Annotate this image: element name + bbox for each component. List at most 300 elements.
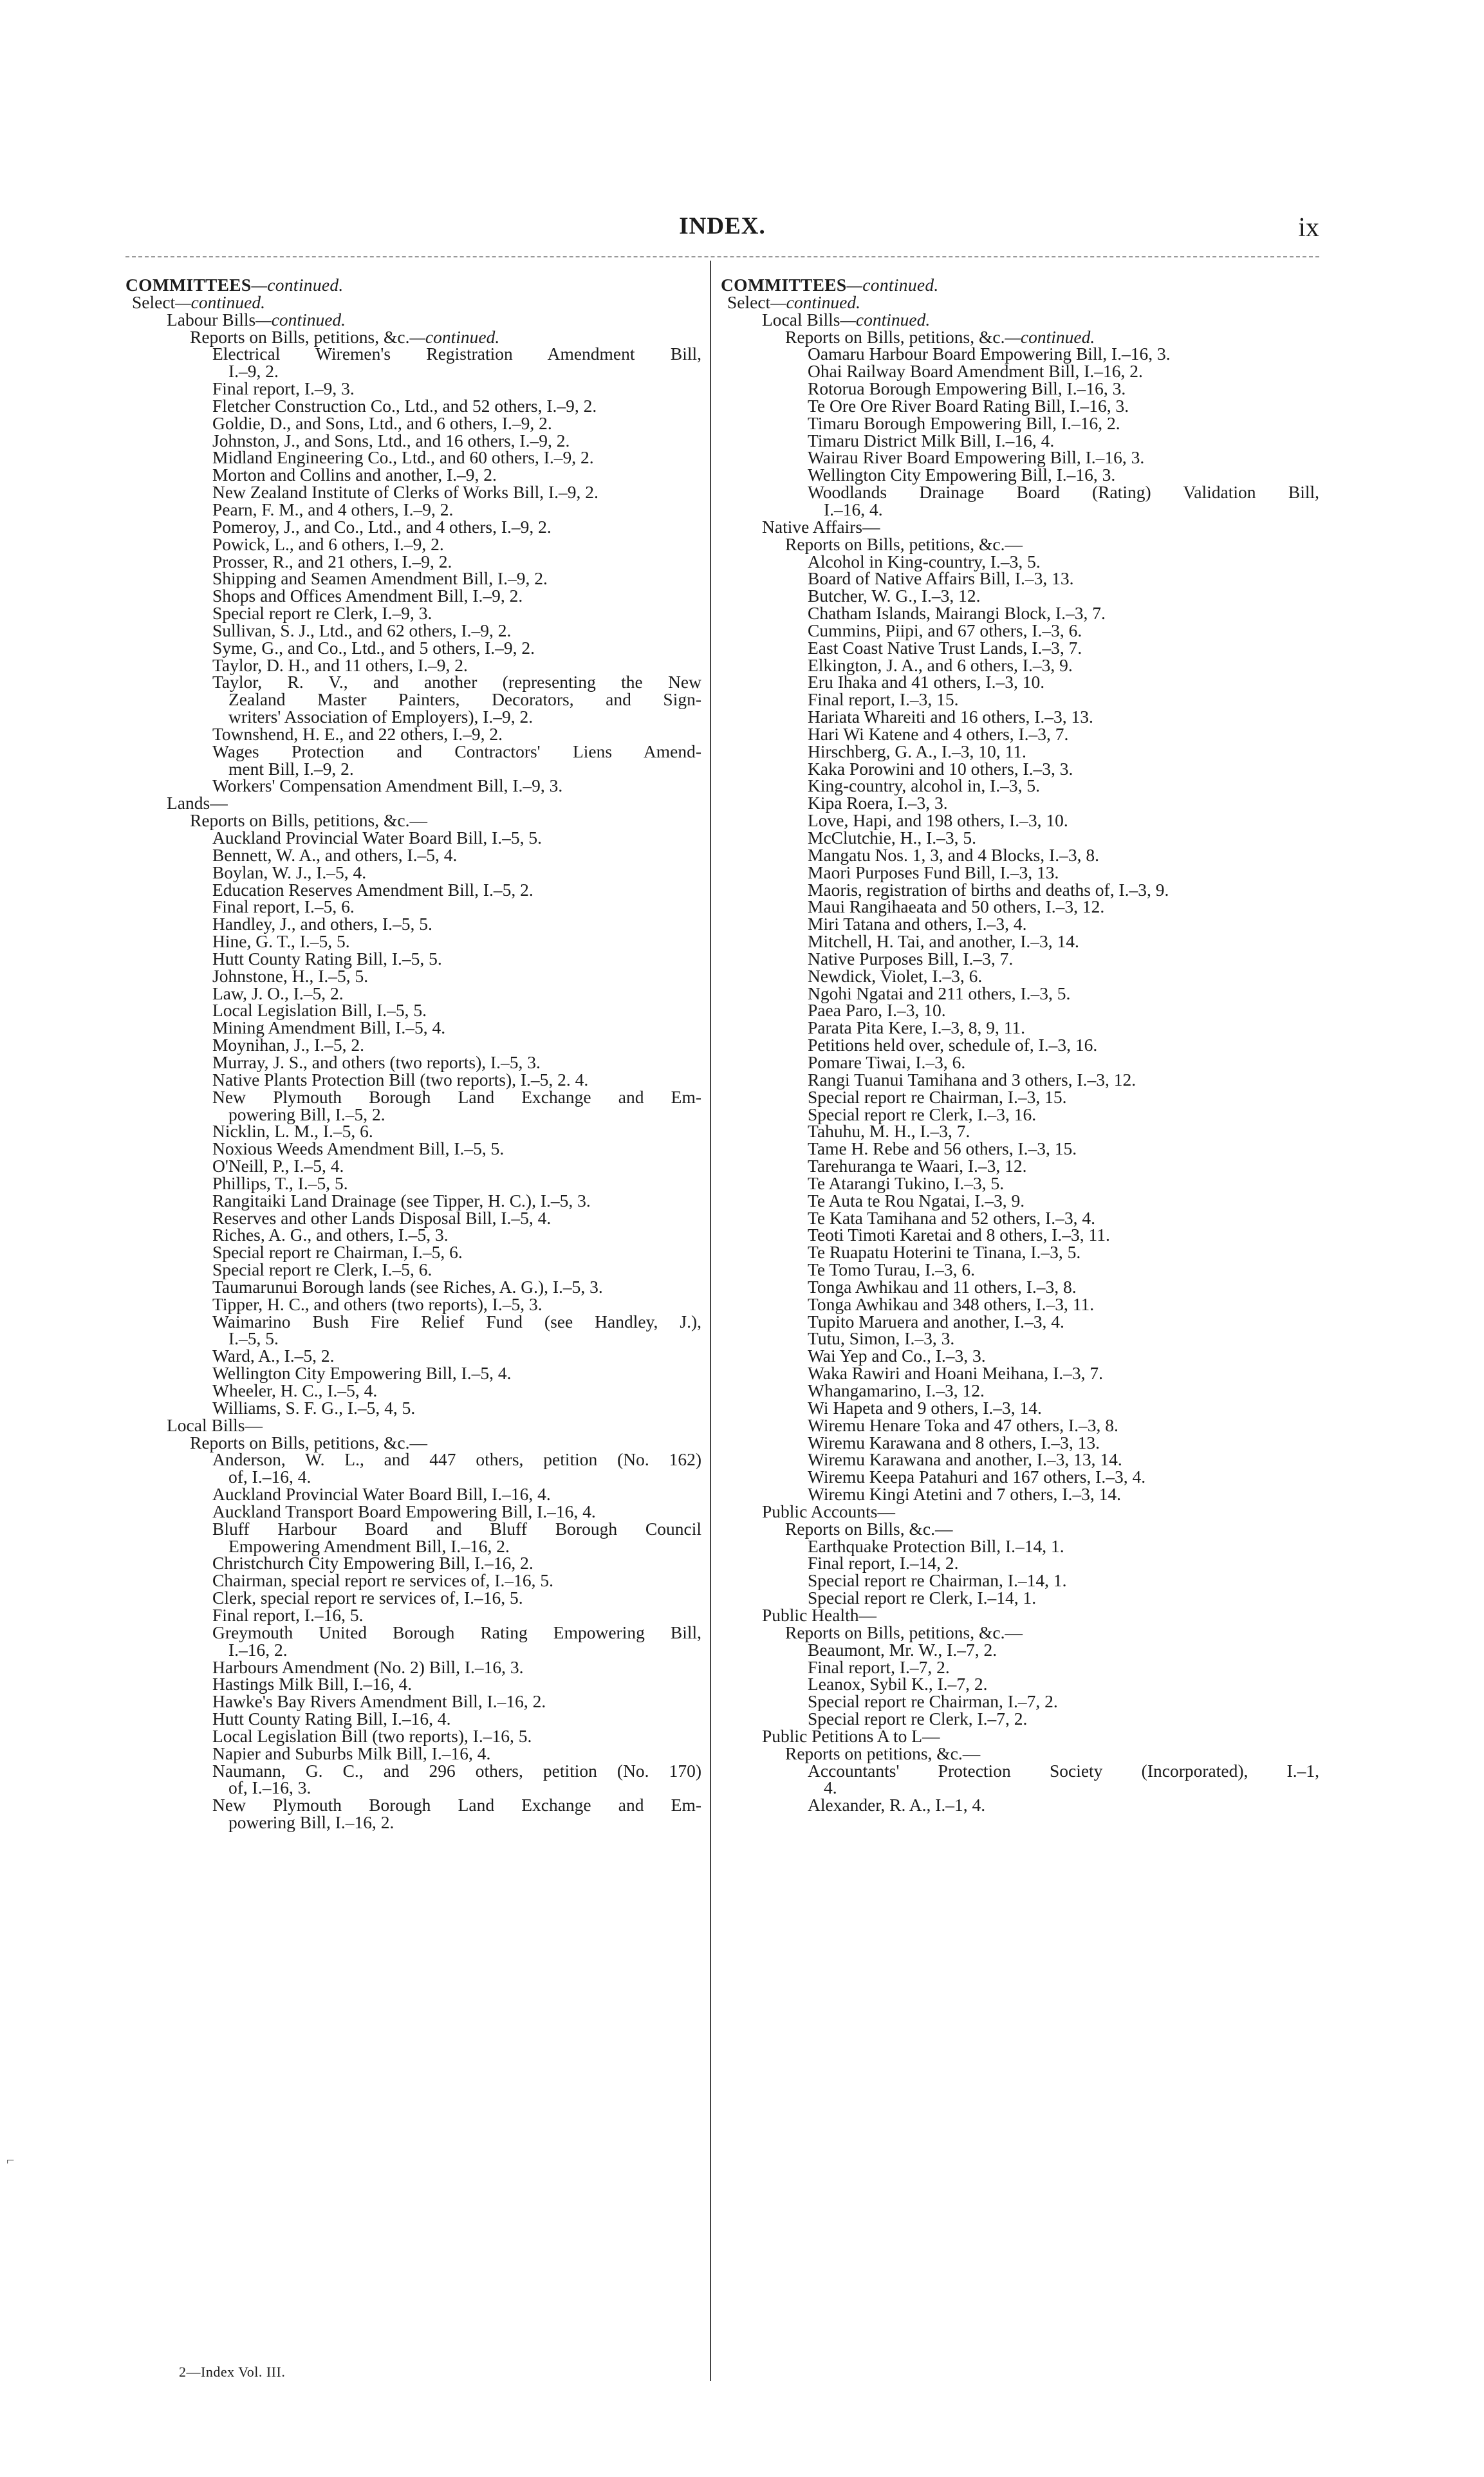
- index-entry: [721, 415, 1319, 432]
- entry-text: Teoti Timoti Karetai and 8 others, I.–3, 11.: [808, 1225, 1110, 1245]
- entry-text: Cummins, Piipi, and 67 others, I.–3, 6.: [808, 620, 1082, 640]
- entry-text: Harbours Amendment (No. 2) Bill, I.–16, 3.: [212, 1656, 524, 1677]
- entry-text: Townshend, H. E., and 22 others, I.–9, 2.: [212, 723, 503, 744]
- entry-text: Pomare Tiwai, I.–3, 6.: [808, 1052, 966, 1072]
- entry-text: New Zealand Institute of Clerks of Works Bill, I.–9, 2.: [212, 482, 598, 503]
- entry-text: Paea Paro, I.–3, 10.: [808, 1000, 946, 1021]
- entry-text: Rotorua Borough Empowering Bill, I.–16, 3.: [808, 378, 1126, 399]
- entry-text: I.–16, 4.: [824, 499, 883, 519]
- index-entry: [125, 637, 701, 658]
- entry-text: Leanox, Sybil K., I.–7, 2.: [808, 1674, 988, 1694]
- entry-text: Sullivan, S. J., Ltd., and 62 others, I.–9, 2.: [212, 620, 512, 640]
- entry-text: of, I.–16, 4.: [228, 1467, 311, 1487]
- index-entry: [721, 1604, 1319, 1625]
- index-entry: [721, 1123, 1319, 1140]
- index-entry: [721, 1555, 1319, 1572]
- entry-text: Reports on Bills, petitions, &c.: [190, 326, 410, 347]
- index-entry: [125, 1037, 701, 1054]
- entry-text: Special report re Chairman, I.–7, 2.: [808, 1691, 1058, 1712]
- entry-text: Special report re Clerk, I.–5, 6.: [212, 1259, 432, 1280]
- entry-text: Napier and Suburbs Milk Bill, I.–16, 4.: [212, 1743, 491, 1763]
- entry-text: Petitions held over, schedule of, I.–3, 16.: [808, 1035, 1098, 1055]
- entry-text: Phillips, T., I.–5, 5.: [212, 1173, 348, 1193]
- index-entry: [721, 380, 1319, 398]
- entry-text: Love, Hapi, and 198 others, I.–3, 10.: [808, 810, 1068, 831]
- entry-text: writers' Association of Employers), I.–9, 2.: [228, 707, 533, 727]
- index-entry: [125, 985, 701, 1003]
- entry-text: Elkington, J. A., and 6 others, I.–3, 9.: [808, 654, 1073, 675]
- index-entry: [721, 622, 1319, 640]
- entry-text: Tonga Awhikau and 11 others, I.–3, 8.: [808, 1276, 1077, 1297]
- entry-continued: —continued.: [255, 309, 346, 329]
- index-entry: [125, 1555, 701, 1572]
- entry-text: Shipping and Seamen Amendment Bill, I.–9, 2.: [212, 568, 548, 589]
- entry-text: Boylan, W. J., I.–5, 4.: [212, 862, 367, 882]
- index-entry: [125, 395, 701, 416]
- index-entry: [721, 501, 1319, 519]
- entry-text: Tipper, H. C., and others (two reports), I.–5, 3.: [212, 1294, 543, 1314]
- index-entry: [721, 1158, 1319, 1175]
- margin-mark: ⌐: [6, 2152, 15, 2168]
- index-entry: [125, 1518, 701, 1539]
- entry-text: Wheeler, H. C., I.–5, 4.: [212, 1380, 378, 1400]
- index-entry: [125, 1207, 701, 1228]
- page-number: ix: [1298, 213, 1319, 243]
- entry-text: Christchurch City Empowering Bill, I.–16, 2.: [212, 1553, 533, 1573]
- entry-text: Shops and Offices Amendment Bill, I.–9, 2.: [212, 586, 523, 606]
- entry-text: Rangitaiki Land Drainage (see Tipper, H. C.), I.–5, 3.: [212, 1190, 591, 1211]
- index-entry: [125, 758, 701, 779]
- index-entry: [721, 985, 1319, 1003]
- entry-text: Maui Rangihaeata and 50 others, I.–3, 12.: [808, 896, 1105, 917]
- index-entry: [125, 1069, 701, 1090]
- index-entry: [721, 948, 1319, 969]
- entry-text: Pomeroy, J., and Co., Ltd., and 4 others, I.–9, 2.: [212, 516, 552, 537]
- index-entry: [721, 1656, 1319, 1677]
- entry-text: Wairau River Board Empowering Bill, I.–16, 3.: [808, 447, 1145, 468]
- index-entry: [125, 916, 701, 933]
- entry-text: Public Petitions A to L—: [762, 1725, 940, 1746]
- entry-continued: —continued.: [840, 309, 931, 329]
- entry-text: Mitchell, H. Tai, and another, I.–3, 14.: [808, 931, 1079, 952]
- entry-continued: —continued.: [251, 275, 344, 295]
- index-entry: [125, 1535, 701, 1556]
- section-heading: [125, 277, 701, 294]
- entry-text: Final report, I.–3, 15.: [808, 689, 959, 710]
- entry-text: Butcher, W. G., I.–3, 12.: [808, 586, 981, 606]
- index-entry: [125, 588, 701, 605]
- entry-text: Te Ruapatu Hoterini te Tinana, I.–3, 5.: [808, 1242, 1081, 1263]
- entry-text: Wiremu Keepa Patahuri and 167 others, I.–3, 4.: [808, 1467, 1146, 1487]
- index-entry: [721, 1261, 1319, 1279]
- entry-text: Empowering Amendment Bill, I.–16, 2.: [228, 1535, 510, 1556]
- entry-text: Fletcher Construction Co., Ltd., and 52 others, I.–9, 2.: [212, 395, 597, 416]
- index-entry: [721, 1106, 1319, 1124]
- index-entry: [125, 1503, 701, 1521]
- index-entry: [125, 294, 701, 311]
- section-heading: [721, 277, 1319, 294]
- entry-text: Te Atarangi Tukino, I.–3, 5.: [808, 1173, 1005, 1193]
- index-entry: [721, 795, 1319, 812]
- index-entry: [721, 1711, 1319, 1728]
- entry-text: Syme, G., and Co., Ltd., and 5 others, I.–9, 2.: [212, 637, 535, 658]
- index-entry: [125, 1397, 701, 1418]
- index-entry: [721, 449, 1319, 467]
- index-entry: [721, 1639, 1319, 1660]
- index-entry: [125, 1261, 701, 1279]
- entry-text: Wiremu Karawana and 8 others, I.–3, 13.: [808, 1432, 1100, 1452]
- entry-text: Newdick, Violet, I.–3, 6.: [808, 965, 983, 986]
- entry-text: Maori Purposes Fund Bill, I.–3, 13.: [808, 862, 1059, 882]
- index-entry: [721, 691, 1319, 709]
- index-entry: [721, 723, 1319, 744]
- index-entry: [721, 637, 1319, 658]
- index-entry: [721, 1365, 1319, 1382]
- entry-text: Workers' Compensation Amendment Bill, I.–9, 3.: [212, 775, 563, 796]
- header-rule: [125, 256, 1319, 257]
- index-entry: [125, 1486, 701, 1503]
- entry-text: Riches, A. G., and others, I.–5, 3.: [212, 1225, 449, 1245]
- entry-text: COMMITTEES: [721, 275, 847, 295]
- index-entry: [721, 1760, 1319, 1781]
- index-entry: [125, 965, 701, 986]
- index-entry: [125, 709, 701, 726]
- entry-text: Eru Ihaka and 41 others, I.–3, 10.: [808, 672, 1045, 692]
- index-entry: [721, 294, 1319, 311]
- entry-text: Final report, I.–5, 6.: [212, 896, 355, 917]
- index-entry: [721, 1276, 1319, 1297]
- entry-text: Tahuhu, M. H., I.–3, 7.: [808, 1121, 970, 1142]
- index-entry: [721, 758, 1319, 779]
- entry-text: Parata Pita Kere, I.–3, 8, 9, 11.: [808, 1017, 1026, 1038]
- index-entry: [125, 484, 701, 501]
- index-entry: [125, 691, 701, 709]
- entry-text: Select: [727, 292, 771, 312]
- index-entry: [125, 948, 701, 969]
- entry-text: Tupito Maruera and another, I.–3, 4.: [808, 1311, 1064, 1331]
- entry-text: Ngohi Ngatai and 211 others, I.–3, 5.: [808, 983, 1071, 1003]
- entry-continued: —continued.: [846, 275, 939, 295]
- entry-text: Hari Wi Katene and 4 others, I.–3, 7.: [808, 723, 1069, 744]
- entry-text: Wiremu Henare Toka and 47 others, I.–3, 8.: [808, 1415, 1118, 1435]
- page-header: [125, 212, 1319, 251]
- index-entry: [721, 346, 1319, 363]
- entry-text: Earthquake Protection Bill, I.–14, 1.: [808, 1535, 1064, 1556]
- entry-text: Wiremu Kingi Atetini and 7 others, I.–3, 14.: [808, 1484, 1121, 1505]
- index-entry: [721, 467, 1319, 484]
- index-entry: [721, 1037, 1319, 1054]
- entry-text: Taylor, R. V., and another (representing the New: [212, 672, 701, 692]
- entry-text: Auckland Provincial Water Board Bill, I.–16, 4.: [212, 1484, 551, 1505]
- entry-text: ment Bill, I.–9, 2.: [228, 758, 354, 779]
- entry-text: Reports on Bills, petitions, &c.: [785, 326, 1005, 347]
- index-entry: [125, 1639, 701, 1660]
- entry-text: Beaumont, Mr. W., I.–7, 2.: [808, 1639, 997, 1660]
- index-entry: [125, 622, 701, 640]
- entry-text: Hutt County Rating Bill, I.–5, 5.: [212, 948, 442, 969]
- index-entry: [125, 1745, 701, 1763]
- index-entry: [721, 432, 1319, 450]
- entry-text: Hawke's Bay Rivers Amendment Bill, I.–16, 2.: [212, 1691, 546, 1712]
- entry-text: Tutu, Simon, I.–3, 3.: [808, 1328, 955, 1349]
- entry-text: New Plymouth Borough Land Exchange and Em-: [212, 1795, 701, 1815]
- entry-text: Auckland Provincial Water Board Bill, I.–5, 5.: [212, 828, 543, 848]
- index-entry: [125, 1276, 701, 1297]
- entry-text: McClutchie, H., I.–3, 5.: [808, 828, 976, 848]
- index-entry: [721, 879, 1319, 900]
- index-entry: [125, 933, 701, 951]
- entry-text: Reserves and other Lands Disposal Bill, I.–5, 4.: [212, 1207, 552, 1228]
- index-entry: [125, 1175, 701, 1192]
- entry-text: Williams, S. F. G., I.–5, 4, 5.: [212, 1397, 416, 1418]
- page-footer: 2—Index Vol. III.: [179, 2364, 286, 2380]
- entry-text: Education Reserves Amendment Bill, I.–5, 2.: [212, 879, 533, 900]
- entry-text: Final report, I.–16, 5.: [212, 1604, 364, 1625]
- entry-text: powering Bill, I.–16, 2.: [228, 1812, 394, 1833]
- entry-text: 4.: [824, 1777, 837, 1798]
- index-entry: [721, 395, 1319, 416]
- entry-text: Rangi Tuanui Tamihana and 3 others, I.–3, 12.: [808, 1069, 1136, 1090]
- index-entry: [721, 844, 1319, 865]
- index-entry: [721, 1779, 1319, 1797]
- index-entry: [125, 1779, 701, 1797]
- entry-text: Ohai Railway Board Amendment Bill, I.–16, 2.: [808, 361, 1143, 382]
- index-entry: [125, 311, 701, 329]
- index-entry: [721, 1451, 1319, 1469]
- entry-text: Wages Protection and Contractors' Liens Amend-: [212, 741, 701, 761]
- entry-text: Te Kata Tamihana and 52 others, I.–3, 4.: [808, 1207, 1095, 1228]
- entry-text: Zealand Master Painters, Decorators, and Sign-: [228, 689, 701, 710]
- entry-text: Johnstone, H., I.–5, 5.: [212, 965, 369, 986]
- index-entry: [125, 1693, 701, 1711]
- entry-text: Mangatu Nos. 1, 3, and 4 Blocks, I.–3, 8.: [808, 844, 1099, 865]
- index-entry: [125, 898, 701, 916]
- entry-text: Local Legislation Bill, I.–5, 5.: [212, 1000, 427, 1021]
- entry-text: Native Affairs—: [762, 516, 880, 537]
- index-entry: [125, 326, 701, 347]
- entry-text: Chatham Islands, Mairangi Block, I.–3, 7.: [808, 603, 1106, 624]
- index-entry: [721, 1382, 1319, 1400]
- index-entry: [721, 1572, 1319, 1590]
- entry-text: Local Bills: [762, 309, 840, 329]
- index-entry: [721, 1086, 1319, 1107]
- index-entry: [125, 1676, 701, 1693]
- entry-text: Public Health—: [762, 1604, 876, 1625]
- index-entry: [125, 449, 701, 467]
- entry-text: Special report re Chairman, I.–5, 6.: [212, 1242, 463, 1263]
- page-title: INDEX.: [679, 213, 766, 239]
- column-divider: [710, 261, 711, 2381]
- entry-text: King-country, alcohol in, I.–3, 5.: [808, 775, 1040, 796]
- index-entry: [125, 723, 701, 744]
- index-entry: [721, 311, 1319, 329]
- index-entry: [125, 516, 701, 537]
- index-entry: [721, 1676, 1319, 1693]
- entry-text: Mining Amendment Bill, I.–5, 4.: [212, 1017, 446, 1038]
- index-entry: [721, 1330, 1319, 1348]
- entry-text: Kipa Roera, I.–3, 3.: [808, 793, 948, 813]
- index-entry: [125, 1814, 701, 1832]
- index-entry: [721, 965, 1319, 986]
- entry-text: Reports on Bills, petitions, &c.—: [190, 1432, 427, 1452]
- entry-text: Morton and Collins and another, I.–9, 2.: [212, 465, 497, 485]
- entry-text: Tarehuranga te Waari, I.–3, 12.: [808, 1156, 1027, 1176]
- entry-text: Nicklin, L. M., I.–5, 6.: [212, 1121, 373, 1142]
- entry-text: Special report re Clerk, I.–9, 3.: [212, 603, 432, 624]
- index-entry: [125, 1434, 701, 1452]
- index-entry: [125, 1019, 701, 1037]
- entry-text: Oamaru Harbour Board Empowering Bill, I.–16, 3.: [808, 344, 1171, 364]
- index-entry: [125, 1348, 701, 1365]
- index-entry: [125, 553, 701, 571]
- entry-text: Wellington City Empowering Bill, I.–16, 3.: [808, 465, 1116, 485]
- entry-text: Final report, I.–7, 2.: [808, 1656, 950, 1677]
- index-entry: [125, 1123, 701, 1140]
- entry-text: Naumann, G. C., and 296 others, petition (No. 170): [212, 1760, 701, 1781]
- index-entry: [721, 812, 1319, 830]
- index-entry: [125, 1086, 701, 1107]
- index-entry: [125, 1656, 701, 1677]
- entry-text: Native Plants Protection Bill (two reports), I.–5, 2. 4.: [212, 1069, 589, 1090]
- index-entry: [125, 654, 701, 675]
- index-entry: [721, 1019, 1319, 1037]
- index-entry: [125, 380, 701, 398]
- entry-text: O'Neill, P., I.–5, 4.: [212, 1156, 344, 1176]
- index-entry: [721, 1175, 1319, 1192]
- entry-text: powering Bill, I.–5, 2.: [228, 1104, 385, 1124]
- entry-text: Special report re Clerk, I.–3, 16.: [808, 1104, 1037, 1124]
- index-entry: [721, 898, 1319, 916]
- entry-text: Alexander, R. A., I.–1, 4.: [808, 1795, 986, 1815]
- entry-continued: —continued.: [175, 292, 265, 312]
- index-entry: [125, 777, 701, 795]
- index-entry: [125, 501, 701, 519]
- index-entry: [721, 1590, 1319, 1607]
- index-entry: [721, 709, 1319, 726]
- index-entry: [125, 1469, 701, 1486]
- entry-text: Special report re Clerk, I.–7, 2.: [808, 1709, 1028, 1729]
- index-entry: [125, 363, 701, 380]
- entry-text: Electrical Wiremen's Registration Amendment Bill,: [212, 344, 701, 364]
- index-entry: [125, 1296, 701, 1313]
- entry-text: Select: [132, 292, 176, 312]
- index-entry: [721, 916, 1319, 933]
- entry-text: of, I.–16, 3.: [228, 1777, 311, 1798]
- entry-text: Wai Yep and Co., I.–3, 3.: [808, 1346, 986, 1366]
- entry-text: Lands—: [167, 793, 228, 813]
- entry-text: Reports on Bills, petitions, &c.—: [785, 533, 1023, 554]
- entry-text: Wiremu Karawana and another, I.–3, 13, 14.: [808, 1449, 1122, 1470]
- index-entry: [721, 326, 1319, 347]
- index-entry: [125, 1054, 701, 1072]
- entry-text: Te Tomo Turau, I.–3, 6.: [808, 1259, 975, 1280]
- entry-text: Native Purposes Bill, I.–3, 7.: [808, 948, 1014, 969]
- index-entry: [125, 432, 701, 450]
- entry-text: Wellington City Empowering Bill, I.–5, 4.: [212, 1363, 512, 1384]
- entry-text: Whangamarino, I.–3, 12.: [808, 1380, 985, 1400]
- entry-text: Accountants' Protection Society (Incorporated), I.–1,: [808, 1760, 1319, 1781]
- index-entry: [125, 1417, 701, 1434]
- index-entry: [125, 1244, 701, 1261]
- entry-text: Local Legislation Bill (two reports), I.–16, 5.: [212, 1725, 532, 1746]
- index-entry: [721, 1745, 1319, 1763]
- entry-text: Special report re Chairman, I.–3, 15.: [808, 1086, 1067, 1107]
- entry-text: Hine, G. T., I.–5, 5.: [212, 931, 350, 952]
- entry-text: Final report, I.–14, 2.: [808, 1553, 959, 1573]
- index-entry: [721, 516, 1319, 537]
- index-entry: [125, 1002, 701, 1019]
- index-entry: [721, 777, 1319, 795]
- index-entry: [721, 1417, 1319, 1434]
- entry-text: Hastings Milk Bill, I.–16, 4.: [212, 1674, 413, 1694]
- entry-text: Tonga Awhikau and 348 others, I.–3, 11.: [808, 1294, 1095, 1314]
- entry-text: Te Ore Ore River Board Rating Bill, I.–16, 3.: [808, 395, 1129, 416]
- index-entry: [721, 1535, 1319, 1556]
- index-column-left: [125, 277, 701, 1832]
- entry-text: Auckland Transport Board Empowering Bill, I.–16, 4.: [212, 1501, 596, 1521]
- entry-continued: —continued.: [1005, 326, 1095, 347]
- entry-text: Kaka Porowini and 10 others, I.–3, 3.: [808, 758, 1073, 779]
- index-entry: [721, 1469, 1319, 1486]
- entry-text: East Coast Native Trust Lands, I.–3, 7.: [808, 637, 1082, 658]
- entry-text: Ward, A., I.–5, 2.: [212, 1346, 335, 1366]
- index-entry: [721, 1797, 1319, 1814]
- index-entry: [125, 605, 701, 622]
- index-entry: [721, 1054, 1319, 1072]
- index-entry: [125, 1330, 701, 1348]
- index-entry: [125, 1106, 701, 1124]
- index-entry: [125, 743, 701, 761]
- entry-text: Goldie, D., and Sons, Ltd., and 6 others, I.–9, 2.: [212, 413, 552, 433]
- index-entry: [721, 830, 1319, 847]
- entry-text: Anderson, W. L., and 447 others, petition (No. 162): [212, 1449, 701, 1470]
- entry-text: Maoris, registration of births and deaths of, I.–3, 9.: [808, 879, 1169, 900]
- entry-text: Taumarunui Borough lands (see Riches, A. G.), I.–5, 3.: [212, 1276, 603, 1297]
- index-entry: [721, 1624, 1319, 1642]
- index-entry: [721, 588, 1319, 605]
- entry-text: Tame H. Rebe and 56 others, I.–3, 15.: [808, 1138, 1077, 1159]
- entry-text: Hariata Whareiti and 16 others, I.–3, 13.: [808, 707, 1093, 727]
- entry-text: Final report, I.–9, 3.: [212, 378, 355, 399]
- entry-text: Reports on Bills, petitions, &c.—: [785, 1622, 1023, 1642]
- entry-text: Alcohol in King-country, I.–3, 5.: [808, 551, 1041, 571]
- index-entry: [721, 553, 1319, 571]
- index-entry: [125, 1711, 701, 1728]
- index-entry: [125, 1365, 701, 1382]
- entry-text: Reports on Bills, petitions, &c.—: [190, 810, 427, 831]
- index-entry: [721, 743, 1319, 761]
- entry-text: Special report re Chairman, I.–14, 1.: [808, 1570, 1067, 1591]
- index-entry: [125, 879, 701, 900]
- index-entry: [125, 467, 701, 484]
- entry-text: Local Bills—: [167, 1415, 263, 1435]
- index-entry: [721, 533, 1319, 554]
- entry-text: Bluff Harbour Board and Bluff Borough Council: [212, 1518, 701, 1539]
- index-entry: [125, 1451, 701, 1469]
- entry-text: Pearn, F. M., and 4 others, I.–9, 2.: [212, 499, 454, 519]
- entry-text: Waka Rawiri and Hoani Meihana, I.–3, 7.: [808, 1363, 1104, 1384]
- index-entry: [125, 864, 701, 882]
- index-entry: [721, 933, 1319, 951]
- entry-text: Woodlands Drainage Board (Rating) Validation Bill,: [808, 482, 1319, 503]
- index-entry: [721, 484, 1319, 501]
- index-entry: [721, 1227, 1319, 1244]
- entry-text: Public Accounts—: [762, 1501, 896, 1521]
- entry-text: COMMITTEES: [125, 275, 252, 295]
- index-entry: [721, 1140, 1319, 1158]
- index-entry: [125, 570, 701, 588]
- index-entry: [125, 1604, 701, 1625]
